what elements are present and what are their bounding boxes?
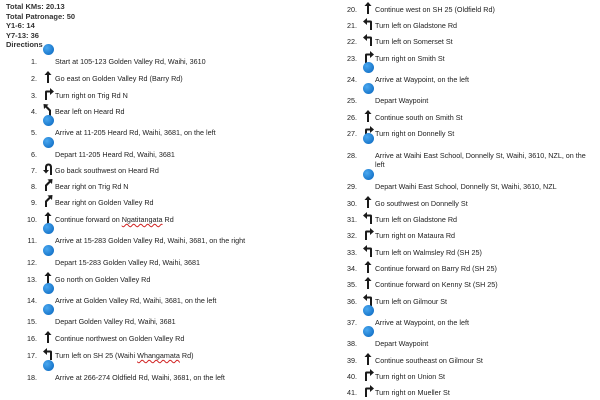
route-summary: [6, 2, 75, 50]
step-instruction: Turn left on Gladstone Rd: [375, 215, 458, 224]
step-instruction: Arrive at 11-205 Heard Rd, Waihi, 3681, on the left: [55, 128, 216, 137]
bear-right-icon: [42, 193, 54, 207]
step-instruction: Depart Waypoint: [375, 339, 429, 348]
waypoint-dot-icon: [362, 177, 374, 191]
step-number: 10.: [27, 215, 37, 224]
direction-step: [320, 141, 593, 167]
waypoint-dot-icon: [362, 91, 374, 105]
step-instruction: Go southwest on Donnelly St: [375, 199, 468, 208]
step-instruction: Turn right on Smith St: [375, 54, 445, 63]
direction-step: [0, 287, 216, 305]
step-instruction: Depart 11-205 Heard Rd, Waihi, 3681: [55, 150, 175, 159]
straight-arrow-icon: [42, 69, 54, 83]
waypoint-dot-icon: [362, 334, 374, 348]
direction-step: [0, 325, 184, 343]
step-instruction: Turn right on Mueller St: [375, 388, 450, 397]
direction-step: [320, 271, 498, 289]
step-instruction: Go east on Golden Valley Rd (Barry Rd): [55, 74, 183, 83]
step-instruction: Go north on Golden Valley Rd: [55, 275, 151, 284]
turn-left-icon: [42, 346, 54, 360]
direction-step: [320, 66, 469, 84]
step-number: 20.: [347, 5, 357, 14]
waypoint-dot-icon: [42, 312, 54, 326]
turn-right-icon: [362, 49, 374, 63]
spellcheck-underlined-word: Whangamata: [137, 351, 180, 360]
direction-step: [320, 28, 453, 46]
straight-arrow-icon: [362, 275, 374, 289]
straight-arrow-icon: [42, 329, 54, 343]
step-number: 13.: [27, 275, 37, 284]
direction-step: [320, 288, 447, 306]
turn-left-icon: [362, 32, 374, 46]
step-instruction: Continue south on Smith St: [375, 113, 463, 122]
step-instruction: Depart Waypoint: [375, 96, 429, 105]
waypoint-dot-icon: [362, 70, 374, 84]
step-instruction: Arrive at Waypoint, on the left: [375, 318, 470, 327]
y1-6-count: Y1-6: 14: [6, 21, 35, 30]
step-number: 37.: [347, 318, 357, 327]
direction-step: [0, 227, 245, 245]
direction-step: [320, 379, 450, 397]
direction-step: [320, 45, 445, 63]
direction-step: [0, 364, 225, 382]
step-number: 21.: [347, 21, 357, 30]
waypoint-dot-icon: [362, 141, 374, 155]
step-instruction: Go back southwest on Heard Rd: [55, 166, 159, 175]
step-number: 34.: [347, 264, 357, 273]
step-number: 35.: [347, 280, 357, 289]
step-instruction: Arrive at 15-283 Golden Valley Rd, Waihi, 3681, on the right: [55, 236, 246, 245]
step-instruction: Start at 105-123 Golden Valley Rd, Waihi, 3610: [55, 57, 206, 66]
step-number: 15.: [27, 317, 37, 326]
direction-step: [0, 189, 154, 207]
step-instruction: Continue forward on Barry Rd (SH 25): [375, 264, 497, 273]
step-number: 11.: [27, 236, 37, 245]
spellcheck-underlined-word: Ngatitangata: [121, 215, 163, 224]
step-instruction: Turn left on SH 25 (Waihi Whangamata Rd): [55, 351, 194, 360]
waypoint-dot-icon: [42, 52, 54, 66]
step-number: 9.: [31, 198, 37, 207]
direction-step: [0, 249, 200, 267]
step-instruction: Arrive at Golden Valley Rd, Waihi, 3681, on the left: [55, 296, 217, 305]
step-instruction: Continue northwest on Golden Valley Rd: [55, 334, 185, 343]
step-number: 17.: [27, 351, 37, 360]
step-number: 33.: [347, 248, 357, 257]
step-number: 32.: [347, 231, 357, 240]
waypoint-dot-icon: [362, 313, 374, 327]
step-instruction: Turn left on Gladstone Rd: [375, 21, 458, 30]
step-number: 2.: [31, 74, 37, 83]
total-kms: Total KMs: 20.13: [6, 2, 65, 11]
direction-step: [320, 87, 428, 105]
direction-step: [320, 330, 428, 348]
step-instruction: Turn right on Trig Rd N: [55, 91, 128, 100]
step-instruction: Continue west on SH 25 (Oldfield Rd): [375, 5, 495, 14]
waypoint-dot-icon: [42, 291, 54, 305]
direction-step: [320, 120, 454, 138]
step-number: 12.: [27, 258, 37, 267]
step-instruction: Continue forward on Ngatitangata Rd: [55, 215, 174, 224]
direction-step: [0, 206, 174, 224]
y7-13-count: Y7-13: 36: [6, 30, 39, 40]
direction-step: [0, 342, 194, 360]
step-number: 40.: [347, 372, 357, 381]
step-number: 24.: [347, 75, 357, 84]
step-number: 16.: [27, 334, 37, 343]
bear-left-icon: [42, 102, 54, 116]
step-instruction: Turn right on Union St: [375, 372, 446, 381]
straight-arrow-icon: [42, 210, 54, 224]
step-instruction: Bear right on Trig Rd N: [55, 182, 129, 191]
step-number: 7.: [31, 166, 37, 175]
step-instruction: Turn right on Donnelly St: [375, 129, 455, 138]
waypoint-dot-icon: [42, 231, 54, 245]
direction-step: [320, 222, 455, 240]
step-number: 41.: [347, 388, 357, 397]
step-number: 18.: [27, 373, 37, 382]
step-instruction: Bear right on Golden Valley Rd: [55, 198, 154, 207]
step-number: 29.: [347, 182, 357, 191]
step-instruction: Depart Waihi East School, Donnelly St, Waihi, 3610, NZL: [375, 182, 557, 191]
step-instruction: Arrive at Waihi East School, Donnelly St, Waihi, 3610, NZL, on the left: [375, 151, 586, 169]
step-number: 3.: [31, 91, 37, 100]
total-patronage: Total Patronage: 50: [6, 11, 76, 21]
step-instruction: Turn left on Gilmour St: [375, 297, 448, 306]
step-instruction: Depart Golden Valley Rd, Waihi, 3681: [55, 317, 176, 326]
straight-arrow-icon: [42, 270, 54, 284]
direction-step: [0, 98, 125, 116]
step-number: 31.: [347, 215, 357, 224]
step-number: 38.: [347, 339, 357, 348]
waypoint-dot-icon: [42, 253, 54, 267]
step-number: 8.: [31, 182, 37, 191]
step-number: 27.: [347, 129, 357, 138]
step-instruction: Arrive at 266-274 Oldfield Rd, Waihi, 3681, on the left: [55, 373, 225, 382]
step-number: 30.: [347, 199, 357, 208]
step-instruction: Turn left on Walmsley Rd (SH 25): [375, 248, 482, 257]
waypoint-dot-icon: [42, 123, 54, 137]
step-number: 23.: [347, 54, 357, 63]
step-instruction: Arrive at Waypoint, on the left: [375, 75, 470, 84]
waypoint-dot-icon: [42, 368, 54, 382]
step-number: 5.: [31, 128, 37, 137]
step-number: 39.: [347, 356, 357, 365]
step-instruction: Continue forward on Kenny St (SH 25): [375, 280, 498, 289]
step-number: 22.: [347, 37, 357, 46]
direction-step: [0, 266, 150, 284]
direction-step: [320, 173, 557, 191]
turn-right-icon: [362, 383, 374, 397]
step-number: 6.: [31, 150, 37, 159]
step-number: 25.: [347, 96, 357, 105]
step-number: 28.: [347, 151, 357, 160]
direction-step: [0, 48, 206, 66]
step-number: 14.: [27, 296, 37, 305]
step-number: 26.: [347, 113, 357, 122]
direction-step: [0, 308, 176, 326]
step-number: 36.: [347, 297, 357, 306]
step-instruction: Continue southeast on Gilmour St: [375, 356, 483, 365]
step-instruction: Turn right on Mataura Rd: [375, 231, 456, 240]
turn-right-icon: [362, 226, 374, 240]
step-number: 4.: [31, 107, 37, 116]
step-instruction: Turn left on Somerset St: [375, 37, 453, 46]
direction-step: [0, 119, 216, 137]
direction-step: [320, 309, 469, 327]
directions-heading: Directions: [6, 40, 43, 49]
step-instruction: Bear left on Heard Rd: [55, 107, 125, 116]
step-number: 1.: [31, 57, 37, 66]
turn-left-icon: [362, 292, 374, 306]
step-instruction: Depart 15-283 Golden Valley Rd, Waihi, 3681: [55, 258, 201, 267]
direction-step: [0, 65, 183, 83]
